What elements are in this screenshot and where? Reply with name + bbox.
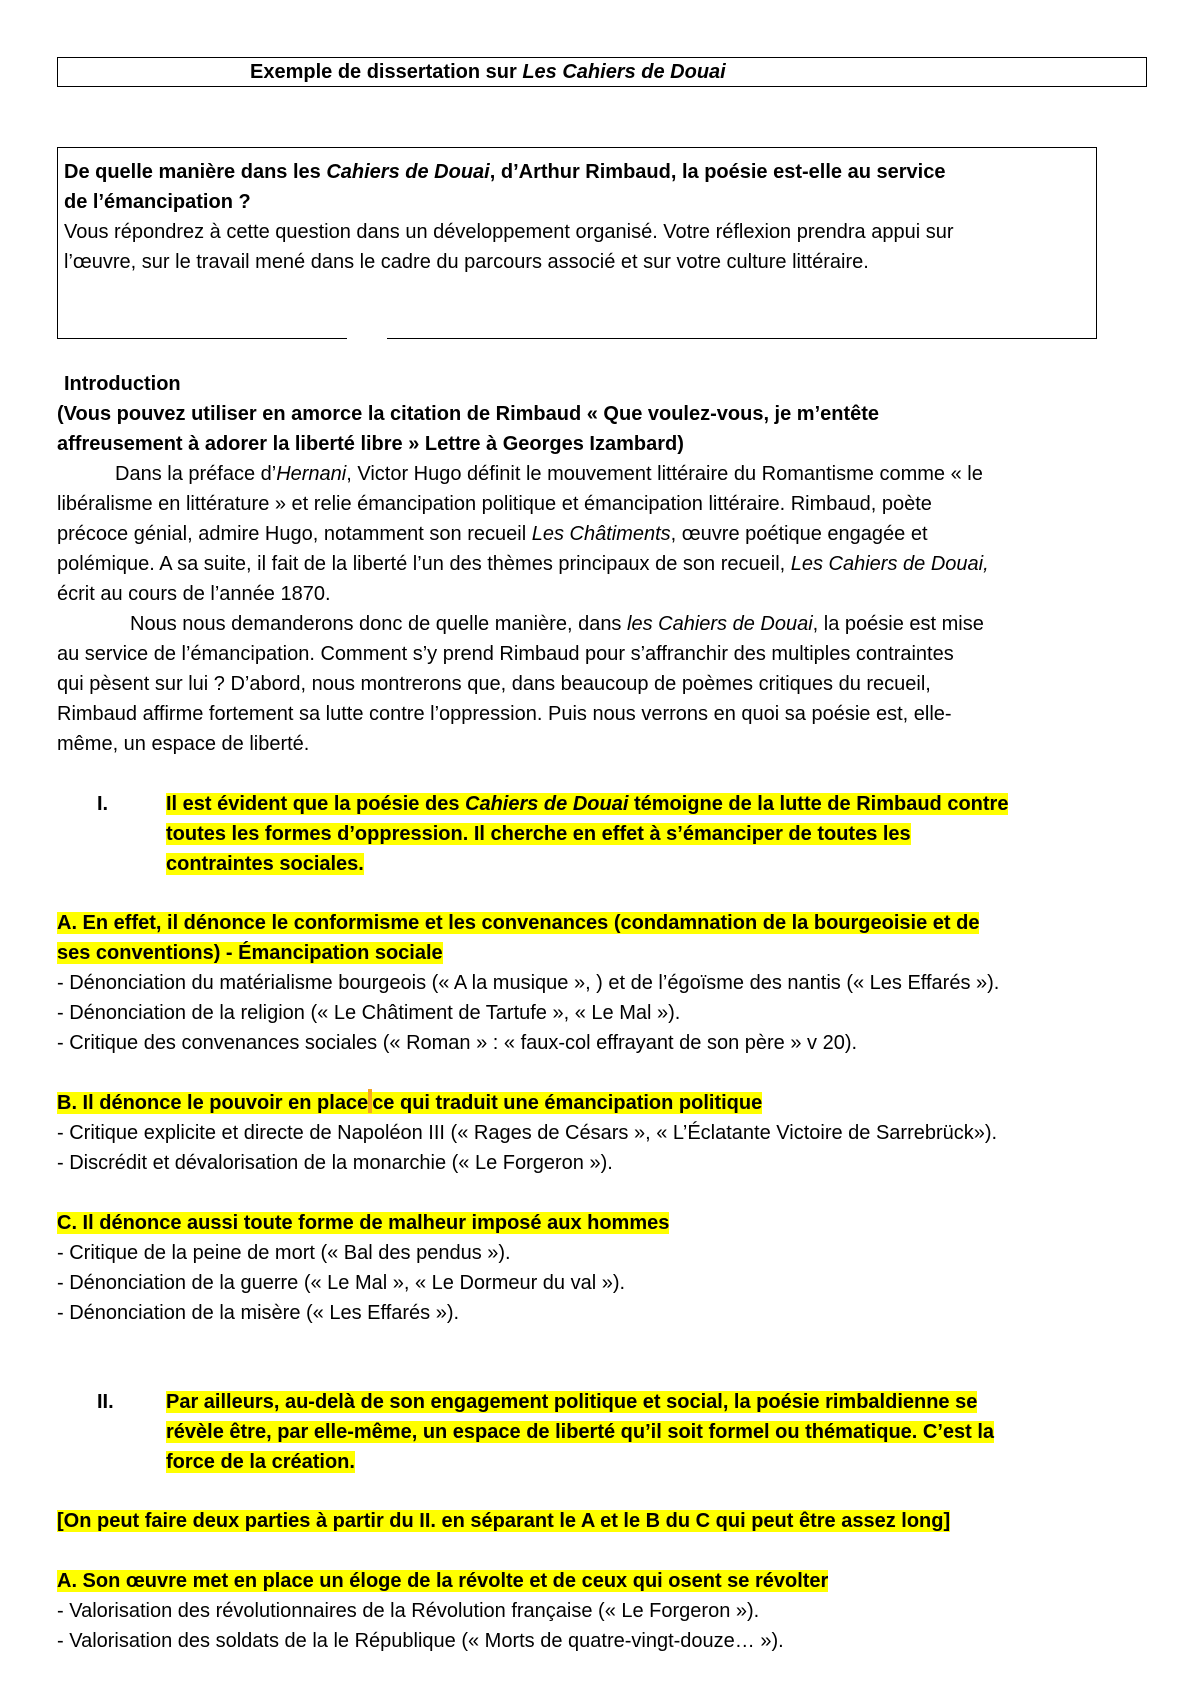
intro-p2-line4: Rimbaud affirme fortement sa lutte contre l’oppression. Puis nous verrons en quoi sa poésie est, elle- bbox=[57, 703, 952, 725]
part1-heading-line3: contraintes sociales. bbox=[166, 853, 364, 875]
subject-question-line2: de l’émancipation ? bbox=[64, 191, 251, 213]
title-prefix: Exemple de dissertation sur bbox=[250, 61, 523, 83]
title-work: Les Cahiers de Douai bbox=[522, 61, 726, 83]
part2-A-item2: - Valorisation des soldats de la le République (« Morts de quatre-vingt-douze… »). bbox=[57, 1630, 784, 1652]
intro-p2-line2: au service de l’émancipation. Comment s’y prend Rimbaud pour s’affranchir des multiples contraintes bbox=[57, 643, 954, 665]
intro-p1-line5: écrit au cours de l’année 1870. bbox=[57, 583, 331, 605]
part2-A-heading: A. Son œuvre met en place un éloge de la révolte et de ceux qui osent se révolter bbox=[57, 1570, 829, 1592]
intro-p2-line5: même, un espace de liberté. bbox=[57, 733, 310, 755]
intro-p2-line1: Nous nous demanderons donc de quelle manière, dans les Cahiers de Douai, la poésie est mise bbox=[130, 613, 984, 635]
part1-heading-line1: Il est évident que la poésie des Cahiers de Douai témoigne de la lutte de Rimbaud contre bbox=[166, 793, 1009, 815]
part1-B-heading: B. Il dénonce le pouvoir en place ce qui traduit une émancipation politique bbox=[57, 1089, 762, 1119]
document-title bbox=[250, 58, 726, 86]
part1-C-item2: - Dénonciation de la guerre (« Le Mal », « Le Dormeur du val »). bbox=[57, 1272, 626, 1294]
part1-A-item2: - Dénonciation de la religion (« Le Châtiment de Tartufe », « Le Mal »). bbox=[57, 1002, 681, 1024]
part1-A-heading-line1: A. En effet, il dénonce le conformisme et les convenances (condamnation de la bourgeoisie et de bbox=[57, 912, 980, 934]
part1-number: I. bbox=[97, 793, 109, 815]
subject-box-bottom-left bbox=[57, 338, 347, 339]
intro-p2-line3: qui pèsent sur lui ? D’abord, nous montrerons que, dans beaucoup de poèmes critiques du recueil, bbox=[57, 673, 931, 695]
part1-A-item1: - Dénonciation du matérialisme bourgeois (« A la musique », ) et de l’égoïsme des nantis (« Les Effarés »). bbox=[57, 972, 1000, 994]
intro-p1-line4: polémique. A sa suite, il fait de la liberté l’un des thèmes principaux de son recueil, Les Cahiers de Douai, bbox=[57, 553, 989, 575]
intro-p1-line1: Dans la préface d’Hernani, Victor Hugo définit le mouvement littéraire du Romantisme comme « le bbox=[115, 463, 983, 485]
part1-C-item1: - Critique de la peine de mort (« Bal des pendus »). bbox=[57, 1242, 511, 1264]
part2-number: II. bbox=[97, 1391, 114, 1413]
intro-p1-line2: libéralisme en littérature » et relie émancipation politique et émancipation littéraire. Rimbaud, poète bbox=[57, 493, 932, 515]
part2-heading-line1: Par ailleurs, au-delà de son engagement politique et social, la poésie rimbaldienne se bbox=[166, 1391, 978, 1413]
subject-question-line1: De quelle manière dans les Cahiers de Douai, d’Arthur Rimbaud, la poésie est-elle au service bbox=[64, 161, 946, 183]
part1-heading-line2: toutes les formes d’oppression. Il cherche en effet à s’émanciper de toutes les bbox=[166, 823, 911, 845]
part1-A-item3: - Critique des convenances sociales (« Roman » : « faux-col effrayant de son père » v 20). bbox=[57, 1032, 858, 1054]
part1-B-item1: - Critique explicite et directe de Napoléon III (« Rages de Césars », « L’Éclatante Victoire de Sarrebrück»). bbox=[57, 1122, 998, 1144]
subject-instruction-line1: Vous répondrez à cette question dans un développement organisé. Votre réflexion prendra appui sur bbox=[64, 221, 954, 243]
part2-note: [On peut faire deux parties à partir du II. en séparant le A et le B du C qui peut être assez long] bbox=[57, 1510, 951, 1532]
intro-p1-line3: précoce génial, admire Hugo, notamment son recueil Les Châtiments, œuvre poétique engagée et bbox=[57, 523, 928, 545]
intro-note-line1: (Vous pouvez utiliser en amorce la citation de Rimbaud « Que voulez-vous, je m’entête bbox=[57, 403, 880, 425]
subject-instruction-line2: l’œuvre, sur le travail mené dans le cadre du parcours associé et sur votre culture littéraire. bbox=[64, 251, 869, 273]
part2-heading-line3: force de la création. bbox=[166, 1451, 355, 1473]
part1-C-heading: C. Il dénonce aussi toute forme de malheur imposé aux hommes bbox=[57, 1212, 670, 1234]
part2-A-item1: - Valorisation des révolutionnaires de la Révolution française (« Le Forgeron »). bbox=[57, 1600, 760, 1622]
part1-C-item3: - Dénonciation de la misère (« Les Effarés »). bbox=[57, 1302, 460, 1324]
intro-heading: Introduction bbox=[64, 373, 181, 395]
intro-note-line2: affreusement à adorer la liberté libre » Lettre à Georges Izambard) bbox=[57, 433, 684, 455]
part1-A-heading-line2: ses conventions) - Émancipation sociale bbox=[57, 942, 443, 964]
part1-B-item2: - Discrédit et dévalorisation de la monarchie (« Le Forgeron »). bbox=[57, 1152, 613, 1174]
part2-heading-line2: révèle être, par elle-même, un espace de liberté qu’il soit formel ou thématique. C’est la bbox=[166, 1421, 995, 1443]
subject-box-bottom-right bbox=[387, 338, 1097, 339]
